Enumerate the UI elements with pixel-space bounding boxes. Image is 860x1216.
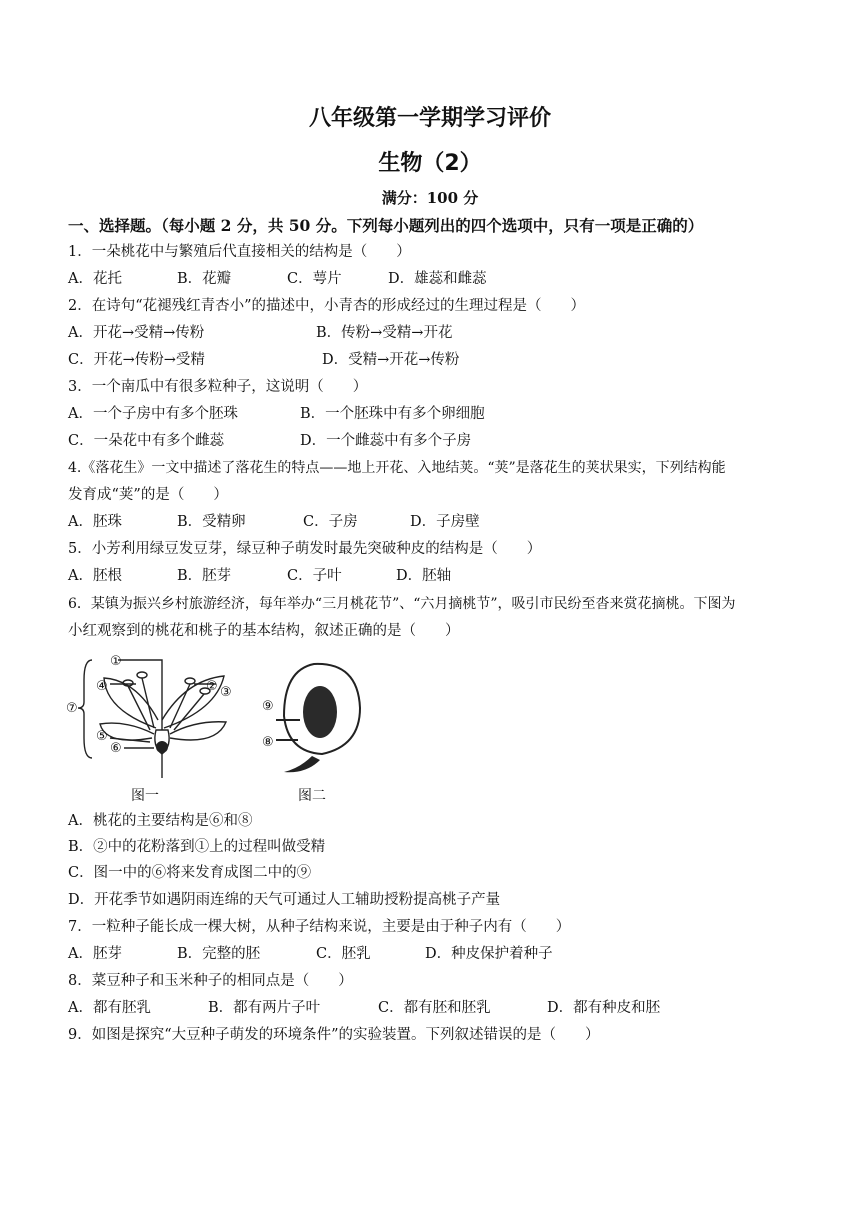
question-7-option-c: C．胚乳 [316,946,371,962]
question-3-option-c: C．一朵花中有多个雌蕊 [68,433,225,449]
question-4-option-d: D．子房壁 [410,514,480,530]
exam-title: 八年级第一学期学习评价 [308,106,551,131]
question-2-option-a: A．开花→受精→传粉 [68,325,205,341]
question-3-option-d: D．一个雌蕊中有多个子房 [300,433,472,449]
peach-fruit-figure [262,656,372,778]
question-6-option-d: D．开花季节如遇阴雨连绵的天气可通过人工辅助授粉提高桃子产量 [68,892,501,908]
question-6-option-a: A．桃花的主要结构是⑥和⑧ [68,813,253,829]
question-8-option-c: C．都有胚和胚乳 [378,1000,491,1016]
question-6-stem-line1: 6．某镇为振兴乡村旅游经济，每年举办“三月桃花节”、“六月摘桃节”，吸引市民纷至沓来赏花摘桃。下图为 [68,596,736,612]
fig1-label-7: ⑦ [66,701,78,716]
question-7-stem: 7．一粒种子能长成一棵大树，从种子结构来说，主要是由于种子内有（ ） [68,919,571,935]
figure-1-caption: 图一 [131,788,159,804]
question-1-option-b: B．花瓣 [177,271,232,287]
question-3-option-a: A．一个子房中有多个胚珠 [68,406,238,422]
question-8-option-b: B．都有两片子叶 [208,1000,321,1016]
fig1-label-5: ⑤ [96,729,108,744]
question-1-option-d: D．雄蕊和雌蕊 [388,271,487,287]
question-7-option-d: D．种皮保护着种子 [425,946,553,962]
question-4-stem-line1: 4.《落花生》一文中描述了落花生的特点——地上开花、入地结荚。“荚”是落花生的荚状果实，下列结构能 [68,460,726,476]
figure-2-caption: 图二 [298,788,326,804]
question-8-option-a: A．都有胚乳 [68,1000,151,1016]
question-8-stem: 8．菜豆种子和玉米种子的相同点是（ ） [68,973,353,989]
question-3-stem: 3．一个南瓜中有很多粒种子，这说明（ ） [68,379,368,395]
question-4-option-a: A．胚珠 [68,514,122,530]
fig1-label-2: ② [206,679,218,694]
question-1-stem: 1．一朵桃花中与繁殖后代直接相关的结构是（ ） [68,244,411,260]
question-7-option-b: B．完整的胚 [177,946,261,962]
question-6-stem-line2: 小红观察到的桃花和桃子的基本结构，叙述正确的是（ ） [68,623,460,639]
question-8-option-d: D．都有种皮和胚 [547,1000,661,1016]
question-4-option-c: C．子房 [303,514,358,530]
question-2-option-d: D．受精→开花→传粉 [322,352,460,368]
question-2-option-c: C．开花→传粉→受精 [68,352,205,368]
peach-flower-figure [66,650,256,778]
full-score: 满分：100 分 [381,189,479,207]
question-6-option-c: C．图一中的⑥将来发育成图二中的⑨ [68,865,312,881]
question-7-option-a: A．胚芽 [68,946,122,962]
question-9-stem: 9．如图是探究“大豆种子萌发的环境条件”的实验装置。下列叙述错误的是（ ） [68,1027,600,1043]
fig2-label-8: ⑧ [262,735,274,750]
fig1-label-3: ③ [220,685,232,700]
question-5-option-d: D．胚轴 [396,568,452,584]
question-1-option-a: A．花托 [68,271,122,287]
section-heading: 一、选择题。（每小题 2 分，共 50 分。下列每小题列出的四个选项中，只有一项是正确的） [68,216,704,235]
fig1-label-6: ⑥ [110,741,122,756]
question-6-option-b: B．②中的花粉落到①上的过程叫做受精 [68,839,326,855]
question-1-option-c: C．萼片 [287,271,342,287]
question-4-option-b: B．受精卵 [177,514,246,530]
subject-title: 生物（2） [378,151,482,176]
question-2-stem: 2．在诗句“花褪残红青杏小”的描述中，小青杏的形成经过的生理过程是（ ） [68,298,586,314]
question-5-option-b: B．胚芽 [177,568,232,584]
question-5-option-c: C．子叶 [287,568,342,584]
fig1-label-1: ① [110,654,122,669]
question-2-option-b: B．传粉→受精→开花 [316,325,453,341]
question-3-option-b: B．一个胚珠中有多个卵细胞 [300,406,485,422]
fig1-label-4: ④ [96,679,108,694]
fig2-label-9: ⑨ [262,699,274,714]
question-5-option-a: A．胚根 [68,568,122,584]
question-5-stem: 5．小芳利用绿豆发豆芽，绿豆种子萌发时最先突破种皮的结构是（ ） [68,541,542,557]
question-4-stem-line2: 发育成“荚”的是（ ） [68,487,228,503]
